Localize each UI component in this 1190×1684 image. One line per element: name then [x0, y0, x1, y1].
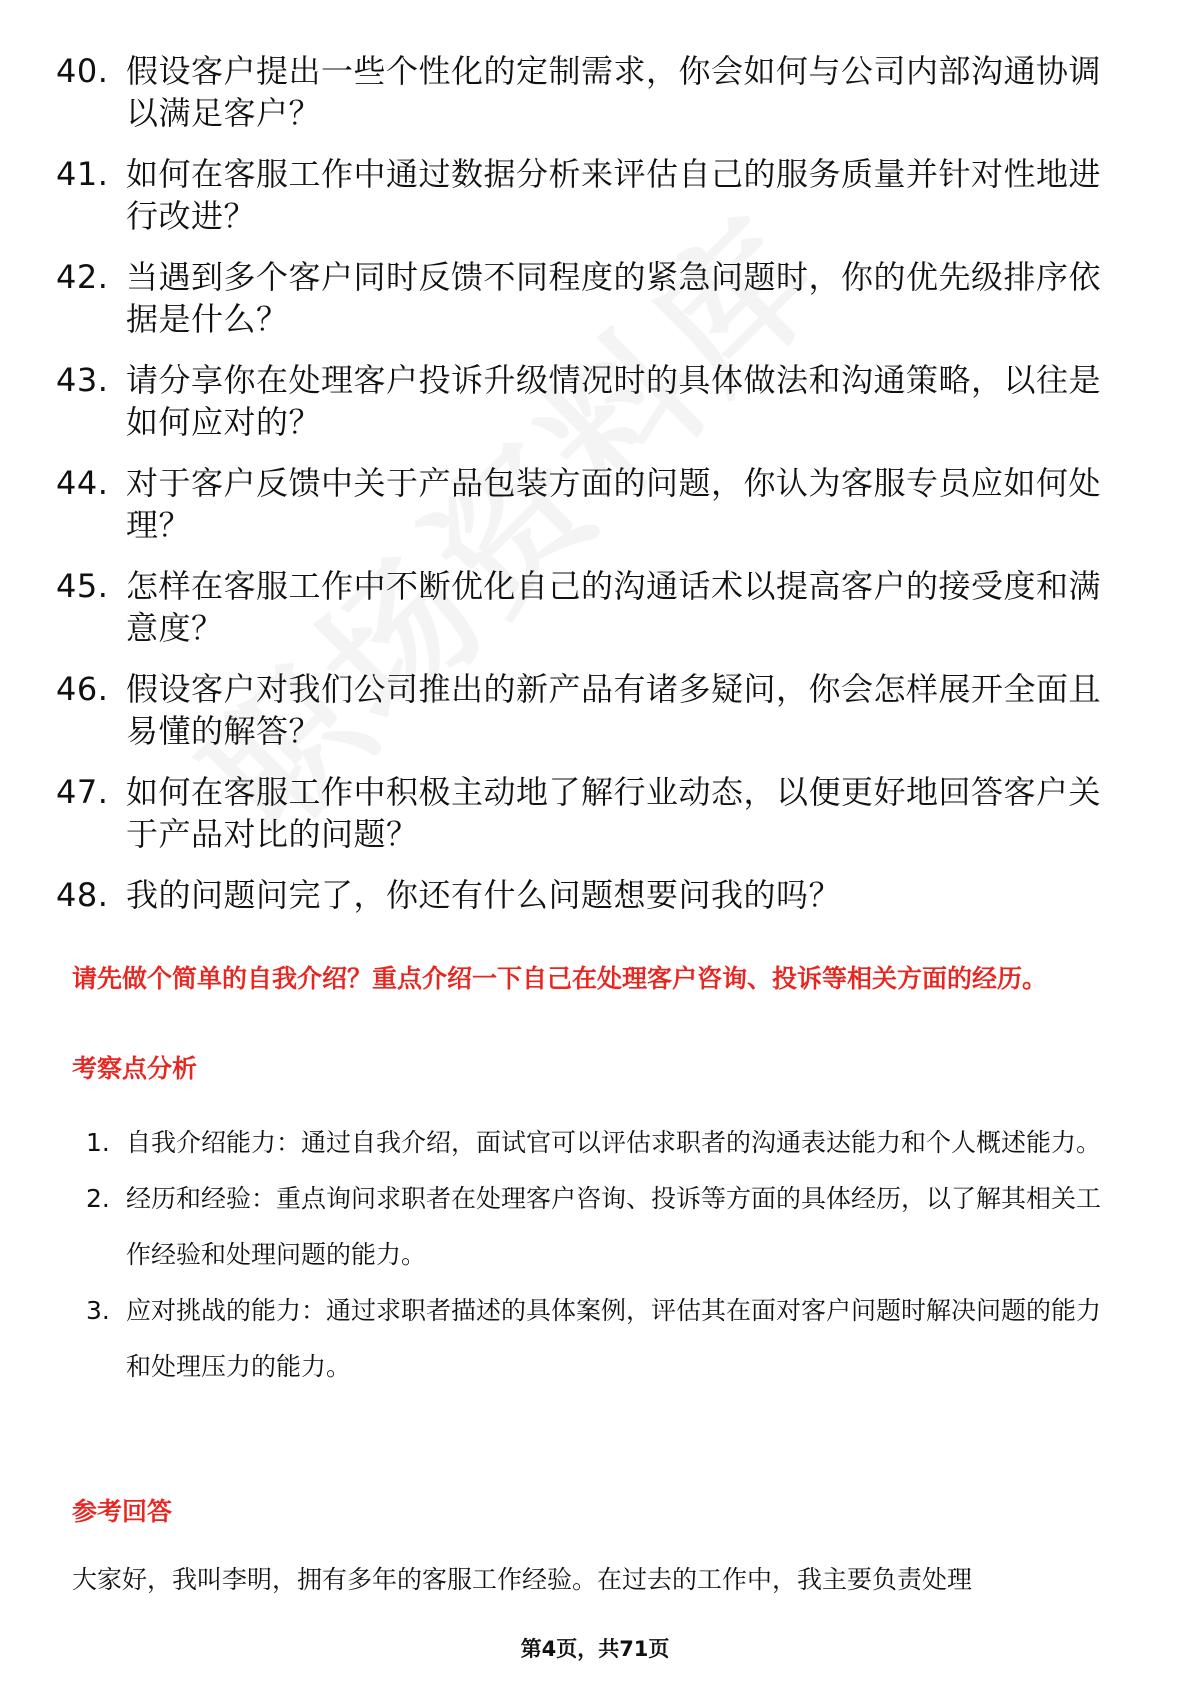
analysis-list — [72, 1115, 1120, 1395]
question-text: 怎样在客服工作中不断优化自己的沟通话术以提高客户的接受度和满意度？ — [126, 567, 1102, 647]
item-text: 经历和经验：重点询问求职者在处理客户咨询、投诉等方面的具体经历，以了解其相关工作经验和处理问题的能力。 — [126, 1184, 1102, 1269]
list-item — [72, 1283, 1120, 1395]
list-item — [56, 874, 1116, 916]
question-number: 43. — [56, 361, 109, 399]
list-item — [56, 771, 1116, 855]
question-number: 45. — [56, 567, 109, 605]
question-text: 如何在客服工作中通过数据分析来评估自己的服务质量并针对性地进行改进？ — [126, 155, 1102, 235]
question-number: 47. — [56, 773, 109, 811]
list-item — [56, 153, 1116, 237]
question-number: 42. — [56, 258, 109, 296]
intro-question-heading: 请先做个简单的自我介绍？重点介绍一下自己在处理客户咨询、投诉等相关方面的经历。 — [72, 964, 1048, 993]
question-number: 46. — [56, 670, 109, 708]
list-item — [56, 256, 1116, 340]
item-number: 1. — [86, 1128, 110, 1157]
item-text: 自我介绍能力：通过自我介绍，面试官可以评估求职者的沟通表达能力和个人概述能力。 — [126, 1128, 1102, 1157]
question-text: 假设客户提出一些个性化的定制需求，你会如何与公司内部沟通协调以满足客户？ — [126, 52, 1102, 132]
question-text: 请分享你在处理客户投诉升级情况时的具体做法和沟通策略，以往是如何应对的？ — [126, 361, 1102, 441]
question-number: 44. — [56, 464, 109, 502]
question-text: 如何在客服工作中积极主动地了解行业动态，以便更好地回答客户关于产品对比的问题？ — [126, 773, 1102, 853]
list-item — [56, 462, 1116, 546]
list-item — [56, 668, 1116, 752]
question-list — [56, 50, 1116, 935]
item-number: 3. — [86, 1296, 110, 1325]
list-item — [56, 359, 1116, 443]
list-item — [72, 1115, 1120, 1171]
question-text: 假设客户对我们公司推出的新产品有诸多疑问，你会怎样展开全面且易懂的解答？ — [126, 670, 1102, 750]
question-number: 48. — [56, 876, 109, 914]
answer-paragraph: 大家好，我叫李明，拥有多年的客服工作经验。在过去的工作中，我主要负责处理 — [72, 1565, 973, 1594]
list-item — [56, 565, 1116, 649]
question-text: 对于客户反馈中关于产品包装方面的问题，你认为客服专员应如何处理？ — [126, 464, 1102, 544]
question-number: 40. — [56, 52, 109, 90]
question-text: 当遇到多个客户同时反馈不同程度的紧急问题时，你的优先级排序依据是什么？ — [126, 258, 1102, 338]
item-text: 应对挑战的能力：通过求职者描述的具体案例，评估其在面对客户问题时解决问题的能力和处理压力的能力。 — [126, 1296, 1102, 1381]
question-text: 我的问题问完了，你还有什么问题想要问我的吗？ — [126, 876, 842, 914]
list-item — [72, 1171, 1120, 1283]
item-number: 2. — [86, 1184, 110, 1213]
analysis-heading: 考察点分析 — [72, 1054, 198, 1083]
page-number: 第4页，共71页 — [520, 1637, 670, 1661]
answer-heading: 参考回答 — [72, 1497, 173, 1526]
list-item — [56, 50, 1116, 134]
question-number: 41. — [56, 155, 109, 193]
